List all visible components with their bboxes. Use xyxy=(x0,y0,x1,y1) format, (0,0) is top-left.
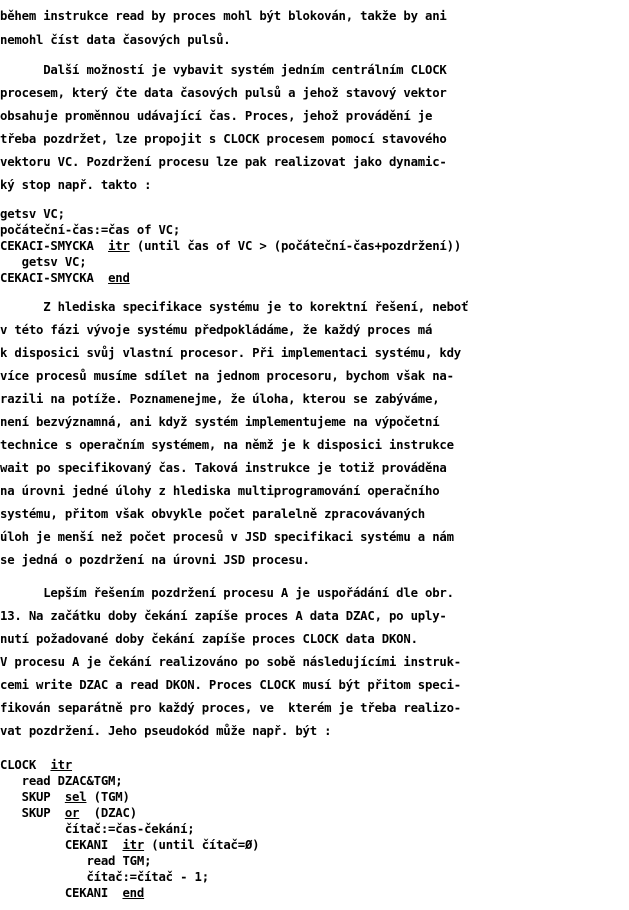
code-line: getsv VC; xyxy=(0,207,65,221)
code-keyword: itr xyxy=(50,758,73,772)
text-line: nemohl číst data časových pulsů. xyxy=(0,33,231,47)
text-line: systému, přitom však obvykle počet paralelně zpracovávaných xyxy=(0,507,425,521)
code-keyword: or xyxy=(64,806,80,820)
code-keyword: itr xyxy=(122,838,145,852)
code-line xyxy=(0,884,144,902)
code-line: read TGM; xyxy=(0,854,152,868)
code-line xyxy=(0,269,130,287)
code-keyword: end xyxy=(108,271,130,285)
text-line: Lepším řešením pozdržení procesu A je uspořádání dle obr. xyxy=(0,586,454,600)
code-line: počáteční-čas:=čas of VC; xyxy=(0,223,181,237)
text-line: wait po specifikovaný čas. Taková instrukce je totiž prováděna xyxy=(0,461,447,475)
code-line: čítač:=čas-čekání; xyxy=(0,822,195,836)
text-line: vektoru VC. Pozdržení procesu lze pak realizovat jako dynamic- xyxy=(0,155,447,169)
code-line: getsv VC; xyxy=(0,255,87,269)
text-line: technice s operačním systémem, na němž je k disposici instrukce xyxy=(0,438,454,452)
code-keyword: itr xyxy=(108,239,130,253)
code-label: SKUP xyxy=(0,806,65,820)
code-text: (until čítač=Ø) xyxy=(144,838,260,852)
text-line: se jedná o pozdržení na úrovni JSD procesu. xyxy=(0,553,310,567)
code-text: (until čas of VC > (počáteční-čas+pozdržení)) xyxy=(129,239,462,253)
text-line: obsahuje proměnnou udávající čas. Proces, jehož provádění je xyxy=(0,109,433,123)
code-keyword: end xyxy=(122,886,145,900)
code-line: čítač:=čítač - 1; xyxy=(0,870,209,884)
text-line: Další možností je vybavit systém jedním centrálním CLOCK xyxy=(0,63,447,77)
text-line: úloh je menší než počet procesů v JSD specifikaci systému a nám xyxy=(0,530,454,544)
text-line: cemi write DZAC a read DKON. Proces CLOCK musí být přitom speci- xyxy=(0,678,462,692)
code-line: read DZAC&TGM; xyxy=(0,774,123,788)
text-line: v této fázi vývoje systému předpokládáme, že každý proces má xyxy=(0,323,433,337)
code-label: CEKACI-SMYCKA xyxy=(0,271,109,285)
text-line: 13. Na začátku doby čekání zapíše proces A data DZAC, po uply- xyxy=(0,609,447,623)
code-text: (DZAC) xyxy=(79,806,137,820)
text-line: k disposici svůj vlastní procesor. Při implementaci systému, kdy xyxy=(0,346,462,360)
text-line: vat pozdržení. Jeho pseudokód může např. být : xyxy=(0,724,332,738)
code-keyword: sel xyxy=(64,790,87,804)
text-line: nutí požadované doby čekání zapíše proces CLOCK data DKON. xyxy=(0,632,418,646)
text-line: není bezvýznamná, ani když systém implementujeme na výpočetní xyxy=(0,415,440,429)
code-text: (TGM) xyxy=(86,790,130,804)
code-label: CLOCK xyxy=(0,758,51,772)
code-label: CEKANI xyxy=(0,838,123,852)
code-label: SKUP xyxy=(0,790,65,804)
text-line: ký stop např. takto : xyxy=(0,178,152,192)
code-label: CEKANI xyxy=(0,886,123,900)
text-line: procesem, který čte data časových pulsů a jehož stavový vektor xyxy=(0,86,447,100)
text-line: na úrovni jedné úlohy z hlediska multiprogramování operačního xyxy=(0,484,440,498)
text-line: fikován separátně pro každý proces, ve kterém je třeba realizo- xyxy=(0,701,462,715)
text-line: razili na potíže. Poznamenejme, že úloha, kterou se zabýváme, xyxy=(0,392,440,406)
text-line: třeba pozdržet, lze propojit s CLOCK procesem pomocí stavového xyxy=(0,132,447,146)
text-line: více procesů musíme sdílet na jednom procesoru, bychom však na- xyxy=(0,369,454,383)
code-label: CEKACI-SMYCKA xyxy=(0,239,109,253)
text-line: Z hlediska specifikace systému je to korektní řešení, neboť xyxy=(0,300,469,314)
text-line: V procesu A je čekání realizováno po sobě následujícími instruk- xyxy=(0,655,462,669)
text-line: během instrukce read by proces mohl být blokován, takže by ani xyxy=(0,9,447,23)
